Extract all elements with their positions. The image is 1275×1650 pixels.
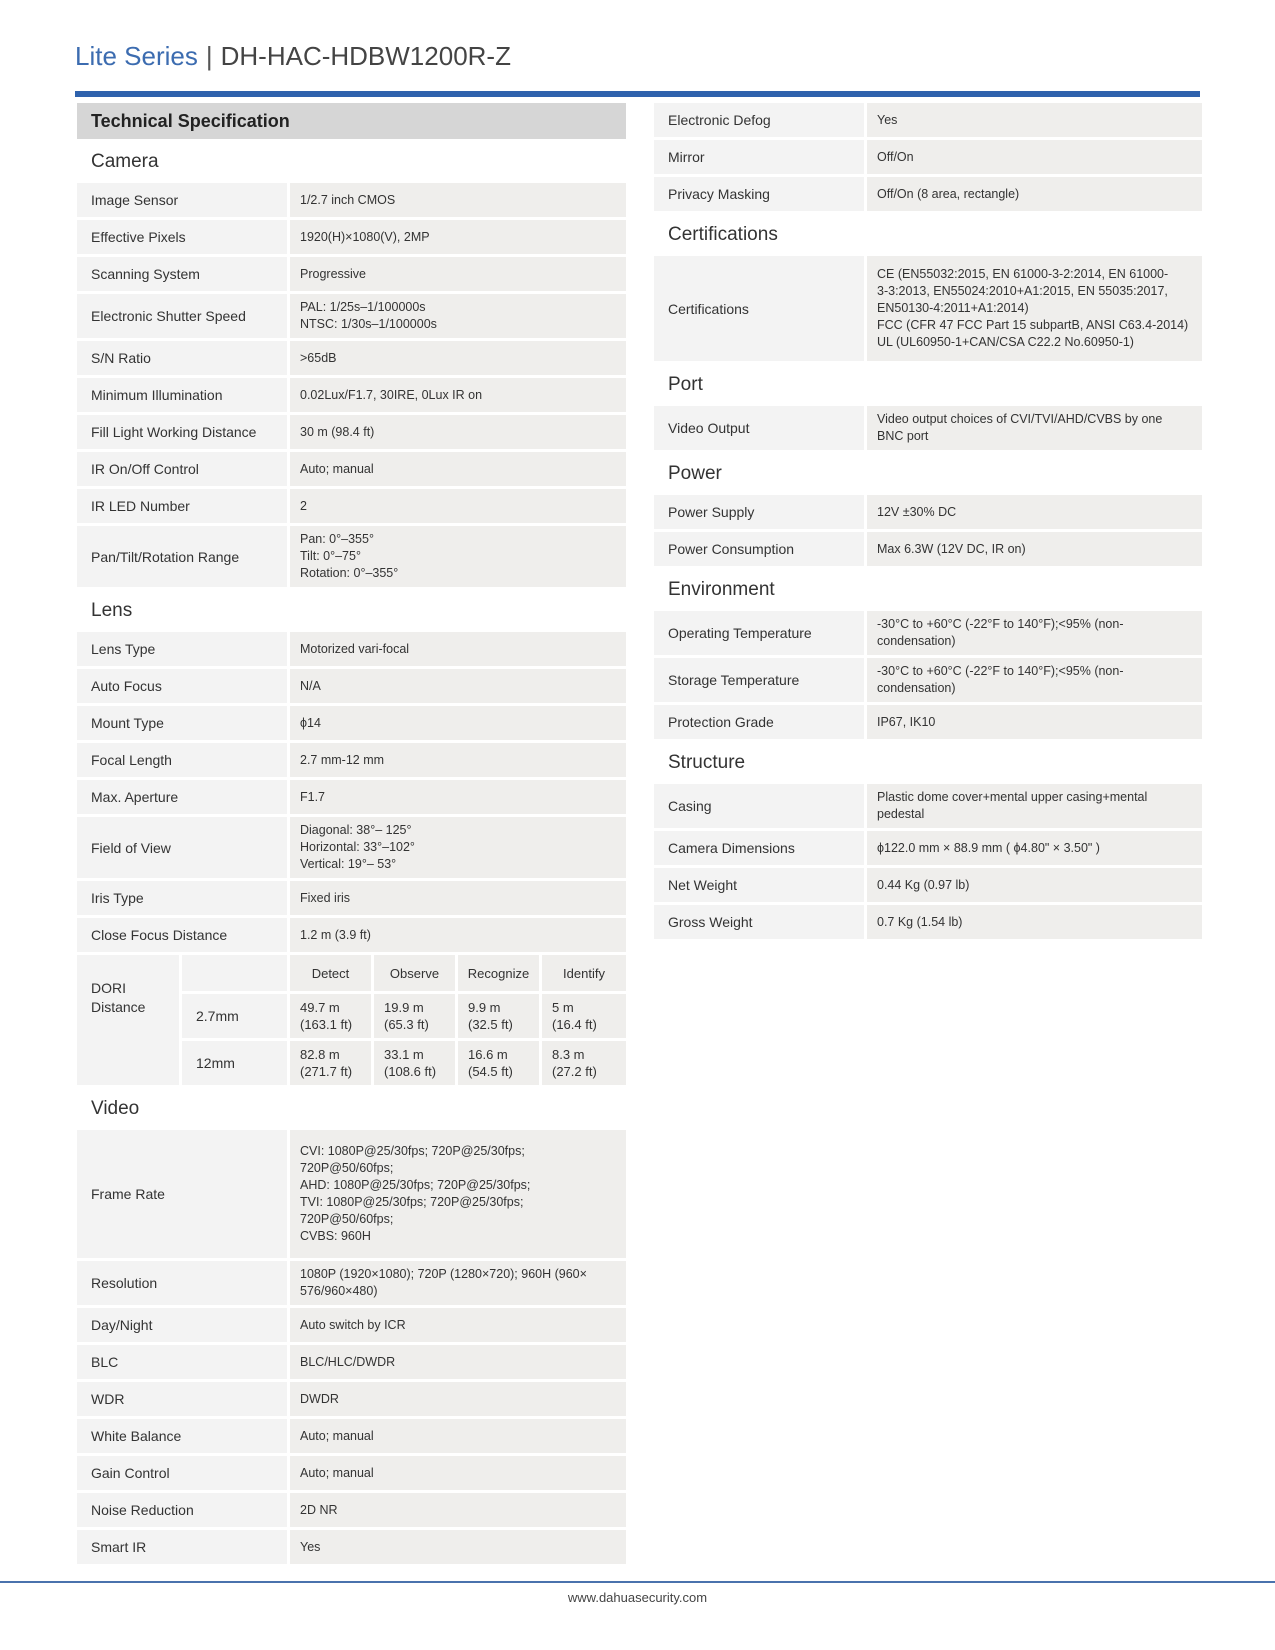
spec-label: Iris Type [77, 881, 287, 915]
spec-value [290, 1493, 626, 1527]
spec-value [290, 1419, 626, 1453]
spec-value-text: 1080P (1920×1080); 720P (1280×720); 960H (960× 576/960×480) [300, 1267, 587, 1298]
section-title-certifications: Certifications [668, 224, 778, 245]
spec-value-text: Progressive [300, 266, 366, 281]
spec-value-text: Video output choices of CVI/TVI/AHD/CVBS by one BNC port [877, 412, 1163, 443]
spec-value-text: 2D NR [300, 1502, 338, 1517]
spec-label: Frame Rate [77, 1130, 287, 1258]
dori-row-12mm [182, 1041, 626, 1085]
dori-value-recognize: 16.6 m (54.5 ft) [458, 1041, 539, 1085]
spec-value-text: IP67, IK10 [877, 714, 936, 729]
video-spec-table [77, 1130, 626, 1564]
spec-value-text: Auto; manual [300, 1428, 374, 1443]
spec-row [77, 183, 626, 217]
spec-value [290, 1130, 626, 1258]
spec-row [77, 632, 626, 666]
spec-label: Electronic Shutter Speed [77, 294, 287, 338]
spec-row [77, 669, 626, 703]
spec-value [290, 220, 626, 254]
spec-label: IR On/Off Control [77, 452, 287, 486]
spec-row [654, 532, 1202, 566]
spec-value [290, 526, 626, 587]
dori-value-observe: 33.1 m (108.6 ft) [374, 1041, 455, 1085]
spec-row [77, 780, 626, 814]
spec-value-text: 1.2 m (3.9 ft) [300, 927, 371, 942]
spec-row [654, 140, 1202, 174]
power-spec-table [654, 495, 1202, 566]
header-accent-bar [75, 91, 1200, 97]
section-title-video: Video [91, 1098, 140, 1119]
spec-label: Image Sensor [77, 183, 287, 217]
spec-value-text: F1.7 [300, 789, 326, 804]
spec-value [290, 1530, 626, 1564]
spec-label: IR LED Number [77, 489, 287, 523]
dori-header-detect: Detect [290, 955, 371, 991]
spec-value-text: 12V ±30% DC [877, 504, 957, 519]
spec-value [290, 881, 626, 915]
spec-row [654, 177, 1202, 211]
spec-value [290, 817, 626, 878]
spec-row [654, 868, 1202, 902]
spec-value [867, 831, 1202, 865]
spec-label: Smart IR [77, 1530, 287, 1564]
spec-value-text: Off/On (8 area, rectangle) [877, 186, 1020, 201]
spec-label: BLC [77, 1345, 287, 1379]
spec-value-text: PAL: 1/25s–1/100000s NTSC: 1/30s–1/100000s [300, 300, 437, 331]
spec-label: Noise Reduction [77, 1493, 287, 1527]
spec-label: Power Supply [654, 495, 864, 529]
spec-row [77, 1345, 626, 1379]
spec-value [290, 1345, 626, 1379]
spec-value-text: 0.44 Kg (0.97 lb) [877, 877, 970, 892]
spec-value-text: -30°C to +60°C (-22°F to 140°F);<95% (non- condensation) [877, 664, 1124, 695]
spec-label: Minimum Illumination [77, 378, 287, 412]
spec-value [867, 868, 1202, 902]
spec-row [77, 220, 626, 254]
spec-row [654, 495, 1202, 529]
spec-value-text: >65dB [300, 350, 337, 365]
spec-label: Fill Light Working Distance [77, 415, 287, 449]
spec-row [654, 611, 1202, 655]
spec-label: Certifications [654, 256, 864, 361]
spec-value-text: 1920(H)×1080(V), 2MP [300, 229, 430, 244]
dori-lens-cell: 2.7mm [182, 994, 287, 1038]
spec-value-text: DWDR [300, 1391, 339, 1406]
spec-value-text: 0.02Lux/F1.7, 30IRE, 0Lux IR on [300, 387, 483, 402]
spec-label: Storage Temperature [654, 658, 864, 702]
spec-row [77, 1530, 626, 1564]
spec-value [290, 294, 626, 338]
section-title-port: Port [668, 374, 703, 395]
spec-value-text: Auto; manual [300, 461, 374, 476]
spec-label: Resolution [77, 1261, 287, 1305]
spec-value-text: N/A [300, 678, 321, 693]
spec-label: Net Weight [654, 868, 864, 902]
spec-value [290, 1261, 626, 1305]
spec-label: Field of View [77, 817, 287, 878]
spec-value [867, 177, 1202, 211]
spec-value [290, 378, 626, 412]
spec-value-text: ϕ122.0 mm × 88.9 mm ( ϕ4.80" × 3.50" ) [877, 840, 1100, 855]
spec-value-text: CE (EN55032:2015, EN 61000-3-2:2014, EN 61000- 3-3:2013, EN55024:2010+A1:2015, EN 55035:2017, EN50130-4:2011+A1:2014) FCC (CFR 47 FCC Part 15 subpartB, ANSI C63.4-2014) UL (UL60950-1+CAN/CSA C22.2 No.60950-1) [877, 267, 1189, 349]
environment-spec-table [654, 611, 1202, 739]
spec-value-text: Yes [300, 1539, 321, 1554]
dori-header-observe: Observe [374, 955, 455, 991]
spec-label: Power Consumption [654, 532, 864, 566]
spec-row [77, 415, 626, 449]
spec-row [77, 489, 626, 523]
spec-value [290, 706, 626, 740]
footer-website: www.dahuasecurity.com [567, 1590, 708, 1605]
structure-spec-table [654, 784, 1202, 939]
spec-row [654, 406, 1202, 450]
spec-row [77, 341, 626, 375]
spec-row [77, 743, 626, 777]
spec-value-text: Max 6.3W (12V DC, IR on) [877, 541, 1026, 556]
spec-row [77, 1382, 626, 1416]
spec-row [654, 103, 1202, 137]
spec-label: Effective Pixels [77, 220, 287, 254]
spec-label: Pan/Tilt/Rotation Range [77, 526, 287, 587]
spec-label: Video Output [654, 406, 864, 450]
section-title-power: Power [668, 463, 722, 484]
spec-row [77, 1308, 626, 1342]
spec-label: Focal Length [77, 743, 287, 777]
spec-value-text: 0.7 Kg (1.54 lb) [877, 914, 963, 929]
spec-row [654, 905, 1202, 939]
spec-label: Auto Focus [77, 669, 287, 703]
spec-row [77, 1419, 626, 1453]
spec-row [654, 784, 1202, 828]
spec-value [290, 1456, 626, 1490]
spec-value [290, 632, 626, 666]
spec-value [867, 905, 1202, 939]
port-spec-table [654, 406, 1202, 450]
spec-value [867, 611, 1202, 655]
spec-row [654, 658, 1202, 702]
spec-row [654, 256, 1202, 361]
dori-value-detect: 49.7 m (163.1 ft) [290, 994, 371, 1038]
spec-value [290, 415, 626, 449]
dori-header-row [182, 955, 626, 991]
spec-row [77, 881, 626, 915]
spec-label: Gain Control [77, 1456, 287, 1490]
title-separator: | [205, 41, 213, 71]
dori-value-recognize: 9.9 m (32.5 ft) [458, 994, 539, 1038]
spec-label: S/N Ratio [77, 341, 287, 375]
spec-value [290, 1308, 626, 1342]
spec-row [77, 706, 626, 740]
spec-value-text: Auto; manual [300, 1465, 374, 1480]
spec-label: Casing [654, 784, 864, 828]
spec-row [77, 294, 626, 338]
dori-value-identify: 5 m (16.4 ft) [542, 994, 626, 1038]
spec-value [290, 452, 626, 486]
section-title-lens: Lens [91, 600, 133, 621]
dori-row-2.7mm [182, 994, 626, 1038]
spec-label: Max. Aperture [77, 780, 287, 814]
spec-value [867, 532, 1202, 566]
footer-divider [0, 1581, 1275, 1583]
spec-label: Camera Dimensions [654, 831, 864, 865]
spec-value [867, 256, 1202, 361]
spec-value-text: BLC/HLC/DWDR [300, 1354, 396, 1369]
camera-spec-table [77, 183, 626, 587]
model-name: DH-HAC-HDBW1200R-Z [220, 41, 511, 71]
spec-value [867, 658, 1202, 702]
spec-row [77, 526, 626, 587]
spec-label: Gross Weight [654, 905, 864, 939]
spec-value [290, 669, 626, 703]
spec-row [77, 257, 626, 291]
spec-label: WDR [77, 1382, 287, 1416]
spec-value-text: 1/2.7 inch CMOS [300, 192, 396, 207]
spec-label: Mount Type [77, 706, 287, 740]
spec-value-text: Fixed iris [300, 890, 351, 905]
spec-row [654, 705, 1202, 739]
dori-distance-table [77, 955, 626, 1085]
series-name: Lite Series [75, 41, 198, 71]
spec-label: Protection Grade [654, 705, 864, 739]
spec-value [290, 489, 626, 523]
spec-row [77, 1456, 626, 1490]
dori-header-identify: Identify [542, 955, 626, 991]
section-title-structure: Structure [668, 752, 746, 773]
spec-value-text: Plastic dome cover+mental upper casing+mental pedestal [877, 790, 1148, 821]
spec-value-text: Diagonal: 38°– 125° Horizontal: 33°–102° Vertical: 19°– 53° [300, 823, 415, 871]
dori-lens-cell: 12mm [182, 1041, 287, 1085]
spec-value-text: Auto switch by ICR [300, 1317, 406, 1332]
spec-row [77, 1261, 626, 1305]
spec-value [290, 918, 626, 952]
spec-row [77, 1493, 626, 1527]
right-column [654, 103, 1202, 942]
dori-header-recognize: Recognize [458, 955, 539, 991]
spec-value [867, 495, 1202, 529]
spec-value [290, 1382, 626, 1416]
spec-label: Day/Night [77, 1308, 287, 1342]
spec-value [290, 183, 626, 217]
spec-label: Mirror [654, 140, 864, 174]
spec-value-text: ϕ14 [300, 715, 321, 730]
spec-label: Operating Temperature [654, 611, 864, 655]
spec-value [867, 103, 1202, 137]
section-title-environment: Environment [668, 579, 775, 600]
spec-value [290, 341, 626, 375]
spec-value-text: 2.7 mm-12 mm [300, 752, 385, 767]
spec-value-text: CVI: 1080P@25/30fps; 720P@25/30fps; 720P@50/60fps; AHD: 1080P@25/30fps; 720P@25/30fps; TVI: 1080P@25/30fps; 720P@25/30fps; 720P@50/60fps; CVBS: 960H [300, 1144, 531, 1243]
dori-value-detect: 82.8 m (271.7 ft) [290, 1041, 371, 1085]
spec-value-text: 2 [300, 498, 307, 513]
spec-label: Privacy Masking [654, 177, 864, 211]
spec-row [77, 1130, 626, 1258]
spec-value [867, 784, 1202, 828]
spec-row [77, 918, 626, 952]
spec-value-text: 30 m (98.4 ft) [300, 424, 375, 439]
spec-label: Electronic Defog [654, 103, 864, 137]
spec-value-text: Yes [877, 112, 898, 127]
spec-row [77, 817, 626, 878]
left-column [77, 103, 626, 1567]
video-extra-spec-table [654, 103, 1202, 211]
spec-value [290, 743, 626, 777]
dori-corner-cell [182, 955, 287, 991]
spec-label: Lens Type [77, 632, 287, 666]
dori-value-observe: 19.9 m (65.3 ft) [374, 994, 455, 1038]
spec-value-text: Motorized vari-focal [300, 641, 410, 656]
page-title [75, 38, 511, 74]
spec-value [867, 705, 1202, 739]
spec-label: Close Focus Distance [77, 918, 287, 952]
dori-value-identify: 8.3 m (27.2 ft) [542, 1041, 626, 1085]
spec-row [654, 831, 1202, 865]
spec-value-text: Off/On [877, 149, 914, 164]
dori-grid [182, 955, 626, 1085]
spec-value-text: -30°C to +60°C (-22°F to 140°F);<95% (non- condensation) [877, 617, 1124, 648]
lens-spec-table [77, 632, 626, 952]
tech-spec-title: Technical Specification [77, 103, 626, 139]
spec-row [77, 452, 626, 486]
spec-label: White Balance [77, 1419, 287, 1453]
spec-row [77, 378, 626, 412]
spec-value [867, 406, 1202, 450]
certifications-spec-table [654, 256, 1202, 361]
spec-value-text: Pan: 0°–355° Tilt: 0°–75° Rotation: 0°–355° [300, 532, 399, 580]
spec-label: Scanning System [77, 257, 287, 291]
spec-value [290, 780, 626, 814]
dori-label: DORI Distance [77, 955, 179, 1085]
spec-value [290, 257, 626, 291]
section-title-camera: Camera [91, 151, 159, 172]
spec-value [867, 140, 1202, 174]
